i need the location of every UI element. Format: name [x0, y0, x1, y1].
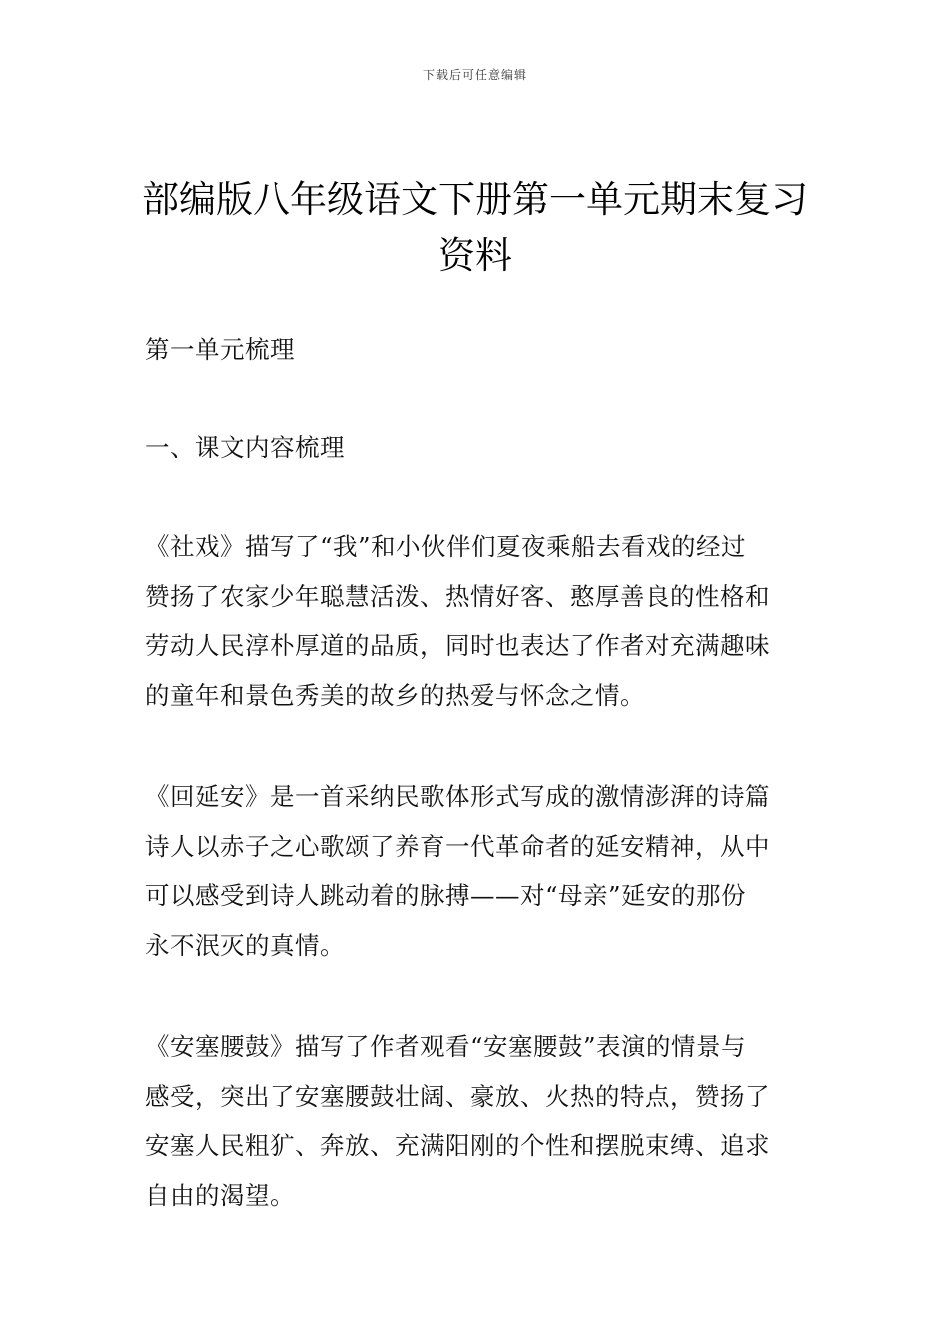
paragraph-line: 赞扬了农家少年聪慧活泼、热情好客、憨厚善良的性格和	[145, 581, 770, 611]
paragraph-line: 可以感受到诗人跳动着的脉搏——对“母亲”延安的那份	[145, 881, 747, 910]
paragraph-line: 自由的渴望。	[145, 1180, 295, 1210]
section-heading	[145, 325, 810, 375]
paragraph-she-xi	[145, 522, 810, 720]
paragraph-line: 的童年和景色秀美的故乡的热爱与怀念之情。	[145, 680, 645, 710]
header-note: 下载后可任意编辑	[422, 68, 527, 82]
document-title	[140, 172, 810, 284]
paragraph-line: 安塞人民粗犷、奔放、充满阳刚的个性和摆脱束缚、追求	[145, 1131, 770, 1160]
title-line-2: 资料	[438, 234, 512, 277]
subsection-heading-text: 一、课文内容梳理	[145, 433, 345, 462]
paragraph-line: 诗人以赤子之心歌颂了养育一代革命者的延安精神，从中	[145, 831, 770, 861]
paragraph-line: 感受，突出了安塞腰鼓壮阔、豪放、火热的特点，赞扬了	[145, 1081, 770, 1111]
paragraph-line: 《回延安》是一首采纳民歌体形式写成的激情澎湃的诗篇	[145, 782, 770, 811]
paragraph-line: 《安塞腰鼓》描写了作者观看“安塞腰鼓”表演的情景与	[145, 1032, 747, 1061]
paragraph-hui-yan-an	[145, 772, 810, 970]
subsection-heading	[145, 423, 810, 473]
paragraph-an-sai-yao-gu	[145, 1022, 810, 1220]
paragraph-line: 永不泯灭的真情。	[145, 930, 345, 960]
paragraph-line: 劳动人民淳朴厚道的品质，同时也表达了作者对充满趣味	[145, 631, 770, 660]
section-heading-text: 第一单元梳理	[145, 335, 295, 364]
paragraph-line: 《社戏》描写了“我”和小伙伴们夏夜乘船去看戏的经过	[145, 532, 747, 561]
title-line-1: 部编版八年级语文下册第一单元期末复习	[142, 178, 808, 221]
